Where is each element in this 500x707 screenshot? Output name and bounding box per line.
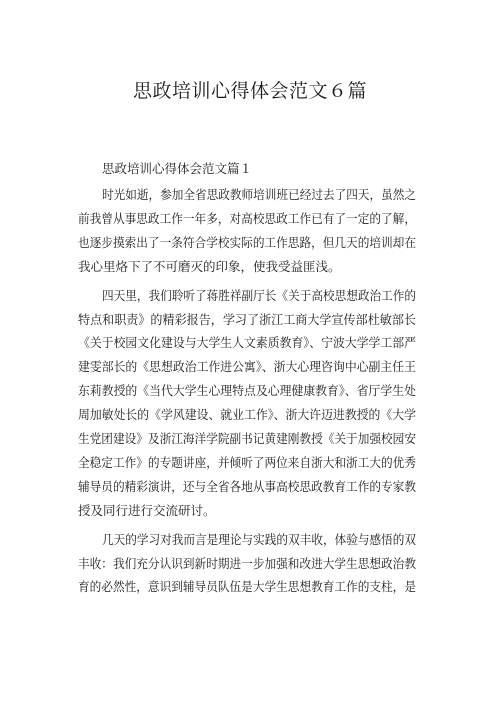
paragraph-line <box>0 501 500 521</box>
paragraph-line-text: 周加敏处长的《学风建设、就业工作》、浙大许迈进教授的《大学 <box>78 407 416 423</box>
document-title: 思政培训心得体会范文６篇 <box>132 80 367 102</box>
paragraph-line-text: 四天里，我们聆听了蒋胜祥副厅长《关于高校思想政治工作的 <box>102 287 416 303</box>
paragraph-line-text: 辅导员的精彩演讲，还与全省各地从事高校思政教育工作的专家教 <box>78 478 416 494</box>
paragraph-line-text: 时光如逝，参加全省思政教师培训班已经过去了四天，虽然之 <box>102 187 416 202</box>
paragraph-line <box>0 453 500 473</box>
paragraph-line <box>0 405 500 425</box>
paragraph-line-text: 授及同行进行交流研讨。 <box>78 502 216 518</box>
paragraph-line-text: 特点和职责》的精彩报告，学习了浙江工商大学宣传部杜敏部长 <box>78 311 416 327</box>
paragraph-line <box>0 185 500 205</box>
paragraph-line <box>0 554 500 574</box>
paragraph-line-text: 也逐步摸索出了一条符合学校实际的工作思路，但几天的培训却在 <box>78 234 416 250</box>
paragraph-line-text: 我心里烙下了不可磨灭的印象，使我受益匪浅。 <box>78 258 341 274</box>
paragraph-line <box>0 209 500 229</box>
section-heading: 思政培训心得体会范文篇１ <box>102 161 253 176</box>
paragraph-line-text: 东莉教授的《当代大学生心理特点及心理健康教育》、省厅学生处 <box>78 383 416 399</box>
paragraph-line <box>0 530 500 550</box>
paragraph-line-text: 《关于校园文化建设与大学生人文素质教育》、宁波大学学工部严 <box>78 335 416 351</box>
paragraph-line-text: 生党团建设》及浙江海洋学院副书记黄建刚教授《关于加强校园安 <box>78 431 416 446</box>
paragraph-line <box>0 333 500 353</box>
paragraph-line <box>0 429 500 449</box>
paragraph-line-text: 丰收：我们充分认识到新时期进一步加强和改进大学生思想政治教 <box>78 555 416 571</box>
paragraph-line <box>0 477 500 497</box>
paragraph-line <box>0 357 500 377</box>
paragraph-line-text: 建雯部长的《思想政治工作进公寓》、浙大心理咨询中心副主任王 <box>78 359 416 375</box>
paragraph-line <box>0 286 500 306</box>
paragraph-line <box>0 310 500 330</box>
paragraph-line-text: 全稳定工作》的专题讲座，并倾听了两位来自浙大和浙工大的优秀 <box>78 454 416 470</box>
paragraph-line-text: 前我曾从事思政工作一年多，对高校思政工作已有了一定的了解， <box>78 210 416 226</box>
paragraph-line-text: 几天的学习对我而言是理论与实践的双丰收，体验与感悟的双 <box>102 531 416 547</box>
paragraph-line <box>0 577 500 597</box>
paragraph-line <box>0 381 500 401</box>
paragraph-line <box>0 233 500 253</box>
paragraph-line <box>0 257 500 277</box>
paragraph-line-text: 育的必然性，意识到辅导员队伍是大学生思想教育工作的支柱，是 <box>78 579 416 595</box>
